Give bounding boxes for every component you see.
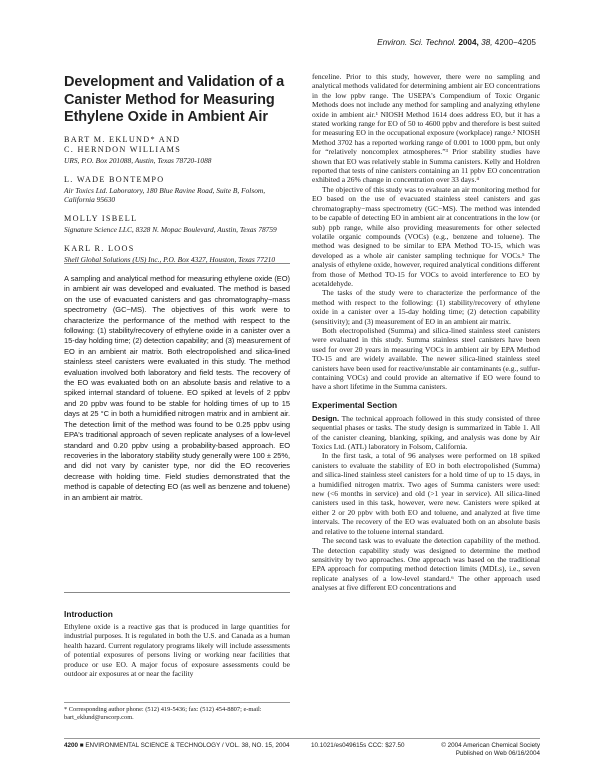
footer-doi: 10.1021/es049615s CCC: $27.50 [311, 742, 405, 749]
author-affiliation: Signature Science LLC, 8328 N. Mopac Boulevard, Austin, Texas 78759 [64, 225, 277, 235]
body-paragraph: The objective of this study was to evaluate an air monitoring method for EO based on the use of evacuated stainless steel canisters and gas chromatography−mass spectrometry (GC−MS). The method was intended to be capable of detecting EO in ambient air at concentrations in the low (or sub) ppb range, while also providing measurements for other selected volatile organic compounds (VOCs) (e.g., benzene and toluene). The method was designed to be similar to EPA Method TO-15, which was developed as a whole air canister sampling technique for VOCs.⁵ The analysis of ethylene oxide, however, required analytical conditions different from those of Method TO-15 for VOCs to avoid interference to EO by acetaldehyde. [312, 184, 540, 288]
author-affiliation: URS, P.O. Box 201088, Austin, Texas 78720-1088 [64, 155, 212, 165]
author-name: KARL R. LOOS [64, 244, 135, 254]
left-column-header [64, 74, 286, 275]
experimental-section-heading: Experimental Section [312, 399, 398, 410]
journal-name: Environ. Sci. Technol. [377, 38, 457, 47]
footer-copyright [441, 742, 540, 757]
design-paragraph [312, 414, 540, 452]
footnote-text: * Corresponding author phone: (512) 419-5436; fax: (512) 454-8807; e-mail: bart_eklund@urscorp.com. [64, 706, 262, 722]
body-paragraph: fenceline. Prior to this study, however, there were no sampling and analytical methods validated for determining ambient air EO concentrations in the low ppbv range. The USEPA's Compendium of Toxic Organic Methods does not include any method for sampling and analyzing ethylene oxide in ambient air.¹ NIOSH Method 1614 does address EO, but it has a stated working range for EO of 50 to 4600 ppbv and therefore is best suited for measuring EO in the occupational exposure (workplace) range.² NIOSH Method 3702 has a reported working range of 0.001 to 1000 ppm, but only for “relatively noncomplex atmospheres.”³ Prior stability studies have shown that EO was relatively stable in Summa canisters. Kelly and Holdren reported that tests of nine canisters containing an 11 ppbv EO concentration exhibited a 26% change in concentration over 33 days.⁴ [312, 72, 540, 185]
author-name: C. HERNDON WILLIAMS [64, 144, 182, 154]
abstract-box [64, 263, 290, 593]
introduction-text: Ethylene oxide is a reactive gas that is produced in large quantities for industrial purposes. It is regulated in both the U.S. and Canada as a human health hazard. Current regulatory programs likely will include assessments of potential exposures of persons living or working near facilities that produce or use EO. A major focus of exposure assessments could be outdoor air exposures at or near the facility [64, 622, 290, 679]
page-number: 4200 [64, 742, 79, 749]
author-affiliation: Air Toxics Ltd. Laboratory, 180 Blue Ravine Road, Suite B, Folsom, California 95630 [64, 185, 266, 204]
copyright-line: © 2004 American Chemical Society [441, 742, 540, 749]
author-group-1 [64, 135, 286, 165]
journal-reference [377, 38, 536, 47]
page-footer [64, 738, 540, 759]
footer-journal: ENVIRONMENTAL SCIENCE & TECHNOLOGY / VOL. 38, NO. 15, 2004 [85, 742, 290, 749]
footer-page-info: 4200 ■ ENVIRONMENTAL SCIENCE & TECHNOLOGY / VOL. 38, NO. 15, 2004 [64, 742, 290, 749]
body-paragraph: The tasks of the study were to characterize the performance of the method with respect to the following: (1) stability/recovery of ethylene oxide in a canister over a 15-day holding time; (2) detection capability (sensitivity); and (3) measurement of EO in an ambient air matrix. [312, 288, 540, 326]
journal-year: 2004, [458, 38, 479, 47]
author-name: L. WADE BONTEMPO [64, 174, 165, 184]
design-text: The technical approach followed in this study consisted of three sequential phases or tasks. The study design is summarized in Table 1. All of the canister cleaning, blanking, spiking, and analysis was done by Air Toxics Ltd. (ATL) laboratory in Folsom, California. [312, 413, 540, 452]
body-paragraph: Both electropolished (Summa) and silica-lined stainless steel canisters were evaluated in this study. Summa stainless steel canisters have been used for over 20 years in measuring VOCs in ambient air by EPA Method TO-15 and are widely available. The newer silica-lined stainless steel canisters have been used for reactive/unstable air contaminants (e.g., sulfur-containing VOCs) and could provide an alternative if EO were found to have a short lifetime in the Summa canisters. [312, 325, 540, 392]
publish-date-line: Published on Web 06/16/2004 [455, 749, 540, 757]
author-group-2 [64, 175, 286, 204]
introduction-heading: Introduction [64, 609, 113, 619]
corresponding-author-footnote [64, 702, 290, 722]
body-paragraph: The second task was to evaluate the detection capability of the method. The detection capability study was designed to determine the method sensitivity by two approaches. One approach was based on the traditional EPA approach for computing method detection limits (MDLs), i.e., seven replicate analyses of a low-level standard.⁶ The other approach used analyses at five different EO concentrations and [312, 536, 540, 593]
author-name: MOLLY ISBELL [64, 214, 138, 224]
right-column [312, 72, 540, 593]
paper-title: Development and Validation of a Canister Method for Measuring Ethylene Oxide in Ambient Air [64, 74, 285, 125]
author-list [64, 135, 286, 265]
abstract-text: A sampling and analytical method for measuring ethylene oxide (EO) in ambient air was developed and evaluated. The method is based on the use of evacuated canisters and gas chromatography−mass spectrometry (GC−MS). The objectives of this work were to characterize the performance of the method with respect to the following: (1) stability/recovery of ethylene oxide in a canister over a 15-day holding time; (2) detection capability; and (3) measurement of EO in an ambient air matrix. Both electropolished and silica-lined stainless steel canisters were evaluated in this study. The method evaluation involved both laboratory and field tests. The recovery of the EO was evaluated both on an absolute basis and relative to a spiked internal standard of toluene. EO spiked at levels of 2 ppbv and 20 ppbv was found to be stable for holding times of up to 15 days at 25 °C in both a humidified nitrogen matrix and in ambient air. The detection limit of the method was found to be 0.25 ppbv using EPA's traditional approach of seven replicate analyses of a low-level standard and 0.20 ppbv using a probability-based approach. EO recoveries in the laboratory stability study generally were 100 ± 25%, and did not vary by canister type, nor did the EO recoveries decrease with holding time. Field studies demonstrated that the method is capable of detecting EO (as well as benzene and toluene) in an ambient air matrix. [64, 274, 290, 502]
journal-pages: 4200−4205 [494, 38, 536, 47]
journal-volume: 38, [481, 38, 493, 47]
body-paragraph: In the first task, a total of 96 analyses were performed on 18 spiked canisters to evaluate the stability of EO in both electropolished (Summa) and silica-lined stainless steel canisters for a hold time of up to 15 days, in a humidified nitrogen matrix. Two ages of Summa canisters were used: new (<6 months in service) and old (>1 year in service). All silica-lined canisters used in this task, however, were new. Canisters were spiked at either 2 or 20 ppbv with both EO and toluene, and analyzed at five time intervals. The recovery of the EO was evaluated both on an absolute basis and relative to the toluene internal standard. [312, 451, 540, 536]
author-group-4 [64, 244, 286, 264]
author-group-3 [64, 214, 286, 234]
author-affiliation: Shell Global Solutions (US) Inc., P.O. Box 4327, Houston, Texas 77210 [64, 255, 276, 265]
author-name: BART M. EKLUND* AND [64, 134, 181, 144]
design-runin-heading: Design. [312, 413, 340, 423]
